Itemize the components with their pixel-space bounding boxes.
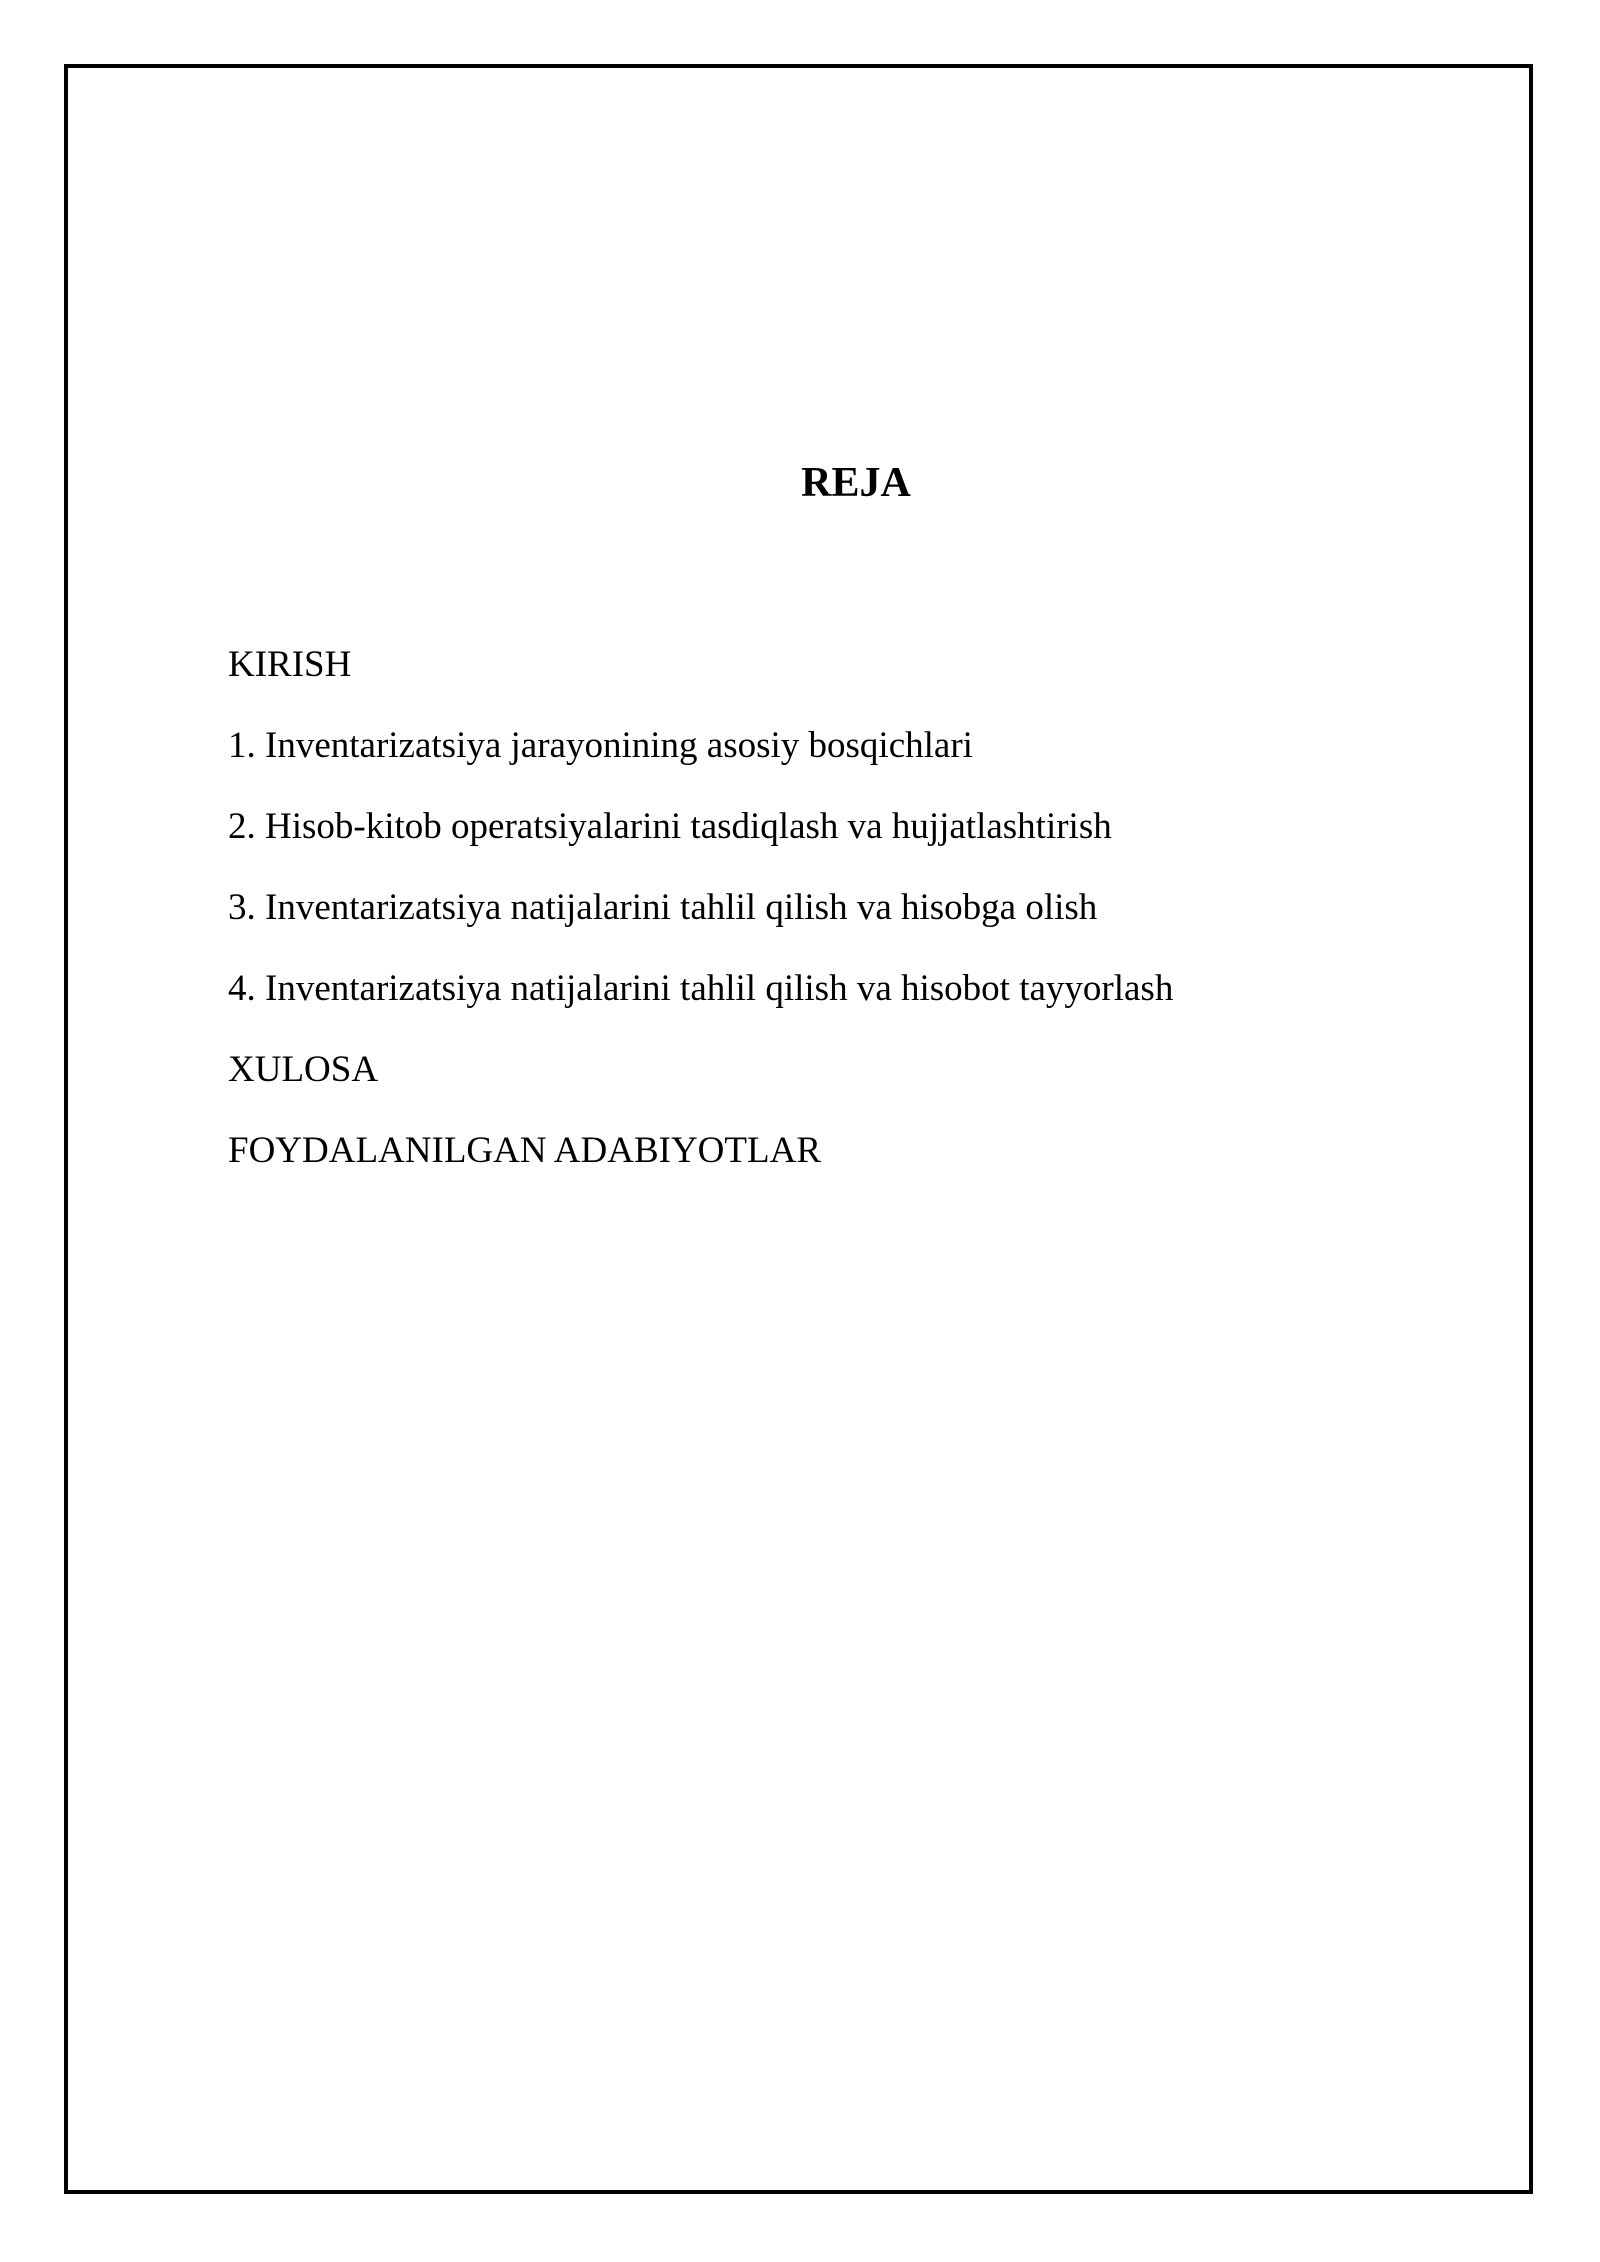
plan-item-references: FOYDALANILGAN ADABIYOTLAR — [228, 1130, 821, 1171]
plan-item-3: 3. Inventarizatsiya natijalarini tahlil qilish va hisobga olish — [228, 887, 1098, 928]
plan-list — [228, 624, 1484, 1191]
document-title: REJA — [801, 460, 911, 506]
plan-item-4: 4. Inventarizatsiya natijalarini tahlil qilish va hisobot tayyorlash — [228, 968, 1174, 1009]
plan-item-conclusion: XULOSA — [228, 1049, 379, 1090]
plan-item-2: 2. Hisob-kitob operatsiyalarini tasdiqlash va hujjatlashtirish — [228, 806, 1112, 847]
plan-item-introduction: KIRISH — [228, 644, 352, 685]
plan-item-1: 1. Inventarizatsiya jarayonining asosiy bosqichlari — [228, 725, 973, 766]
